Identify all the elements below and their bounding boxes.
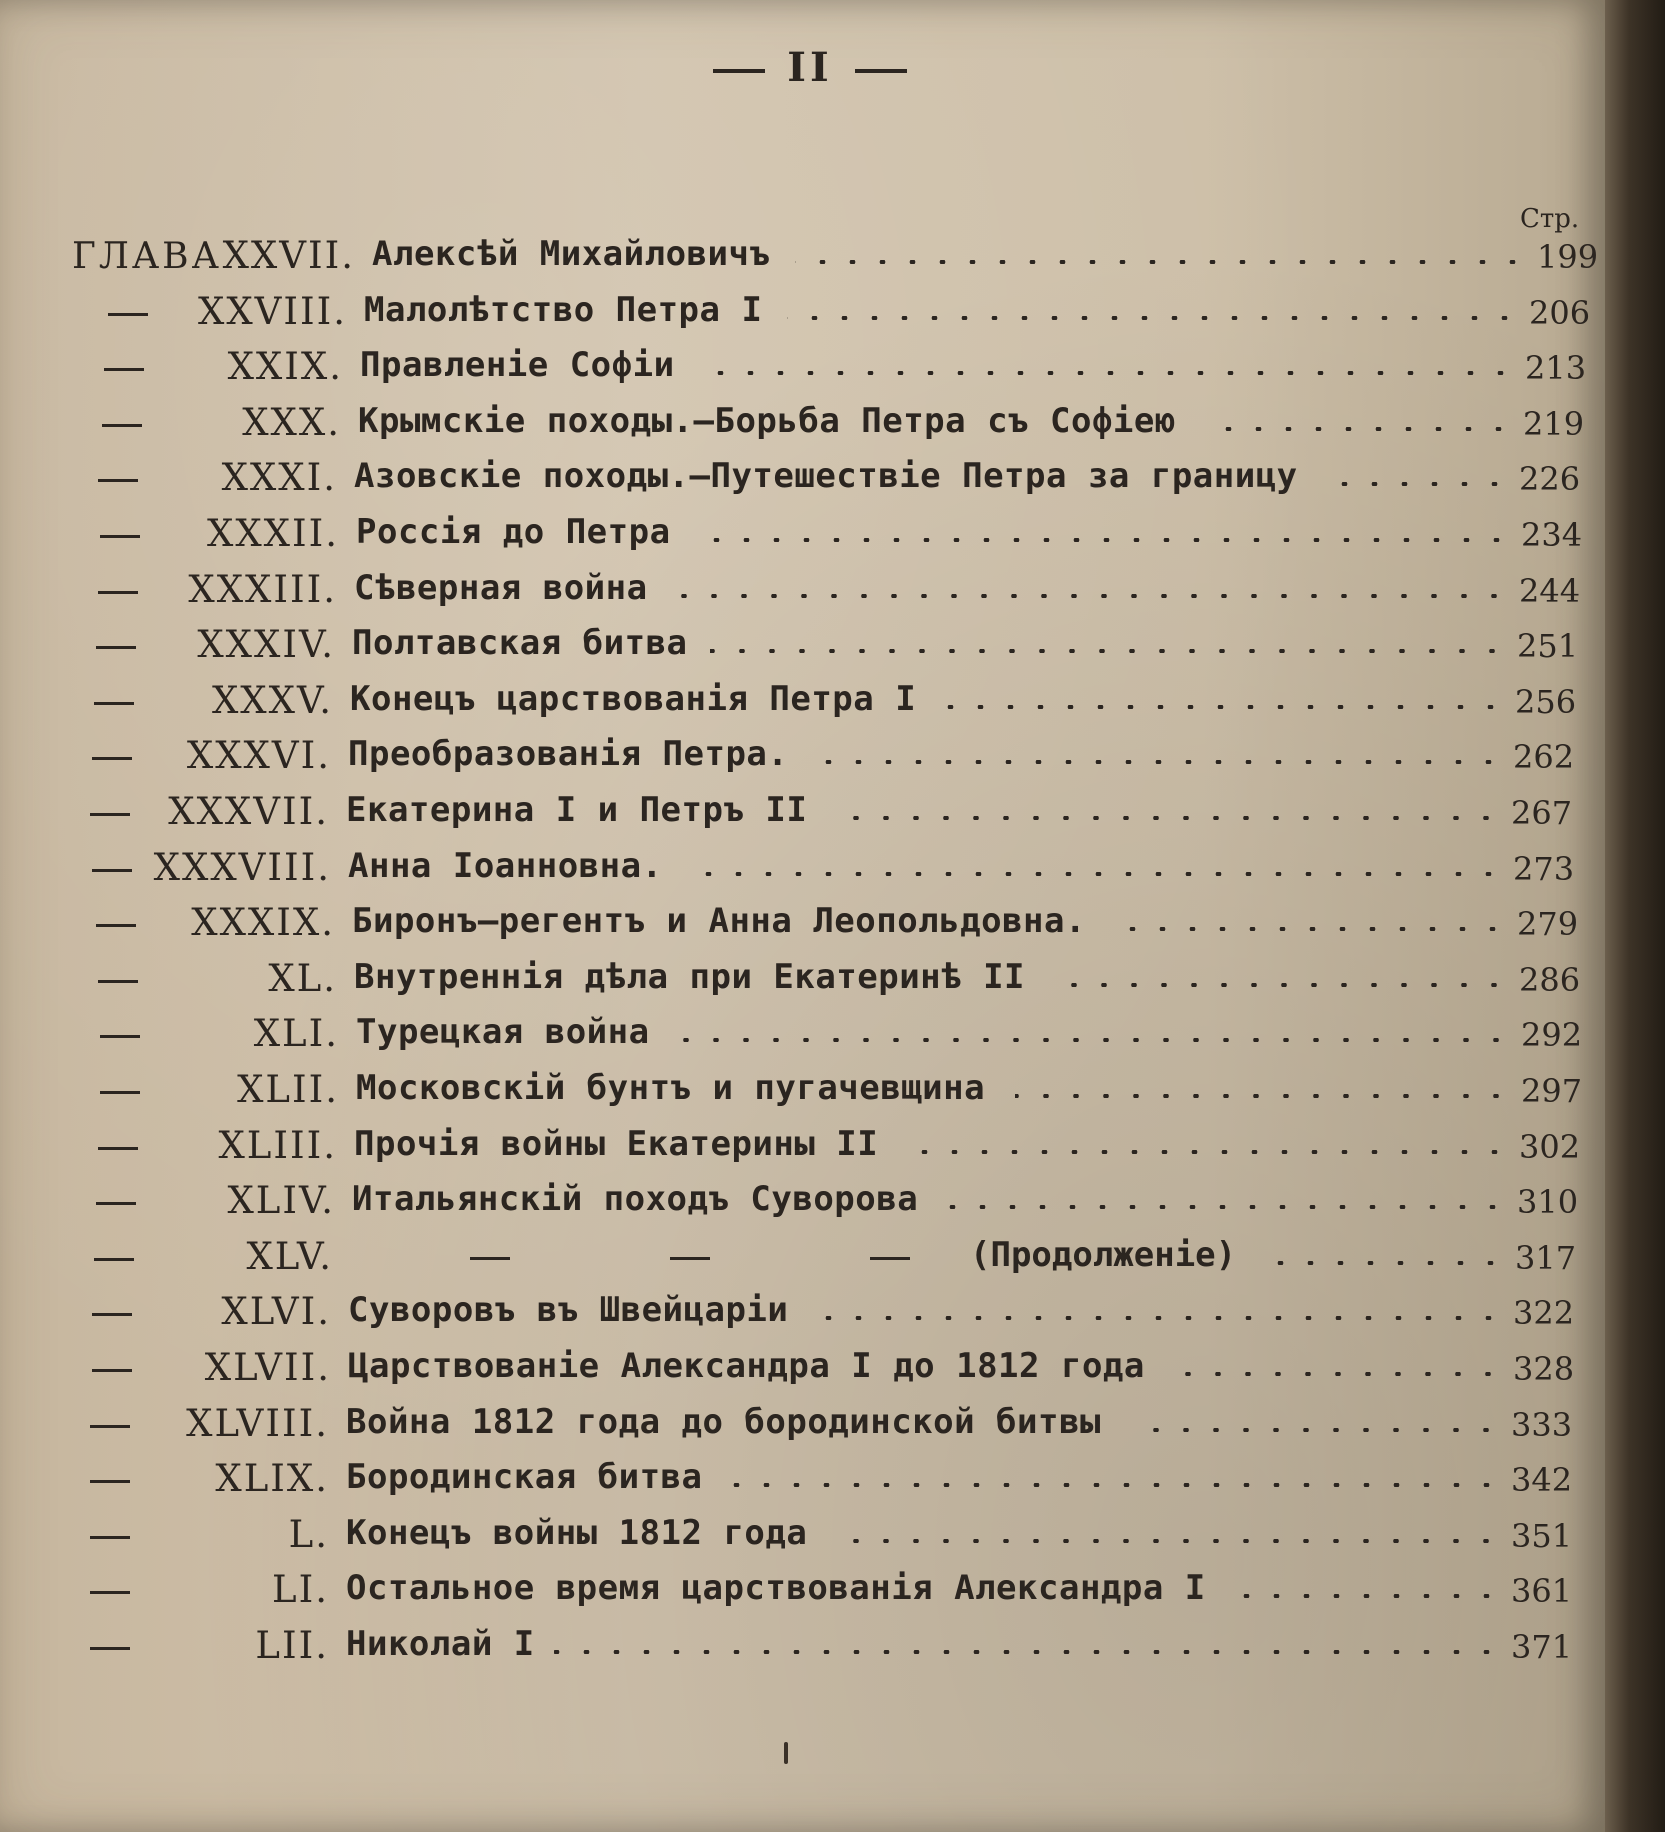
page-number-ref: 244 [1519,571,1581,610]
chapter-title: Царствованіе Александра I до 1812 года [348,1346,1145,1386]
toc-entry [0,341,1605,395]
toc-entry [0,1064,1601,1118]
chapter-numeral: XXXI. [221,456,337,500]
chapter-title: Прочія войны Екатерины II [354,1123,879,1164]
ditto-dash [98,479,138,482]
chapter-numeral: XXXIV. [197,623,335,667]
toc-entry [0,564,1599,618]
chapter-title: Сѣверная война [354,567,648,608]
chapter-title: Конецъ войны 1812 года [346,1512,808,1553]
ditto-dash [98,1147,138,1150]
page-number-ref: 292 [1521,1016,1583,1055]
page-number-ref: 234 [1521,516,1583,554]
ditto-dash [90,1536,130,1539]
ditto-dash [98,591,138,594]
dot-leader [787,316,1520,320]
ditto-dash [670,1257,710,1260]
ditto-dash [870,1257,910,1260]
page-number-dash-left [713,69,765,73]
chapter-title: Биронъ—регентъ и Анна Леопольдовна. [352,901,1086,942]
dot-leader [697,371,1516,375]
page-number-ref: 267 [1511,794,1573,832]
dot-leader [1336,482,1510,486]
chapter-title: Суворовъ въ Швейцаріи [348,1290,789,1331]
dot-leader [795,260,1528,264]
ditto-dash [96,924,136,927]
page-number-ref: 361 [1511,1572,1573,1611]
ditto-dash [100,1091,140,1094]
page-number-ref: 262 [1513,738,1575,777]
toc-entry [0,1342,1593,1396]
chapter-numeral: XXVII. [222,234,355,277]
ditto-dash [98,980,138,983]
dot-leader [1264,1261,1506,1265]
chapter-numeral: XLVIII. [186,1401,329,1445]
ditto-dash [92,757,132,760]
chapter-title: Бородинская битва [346,1457,703,1498]
ditto-dash [94,702,134,705]
ditto-dash [96,646,136,649]
chapter-title: Преобразованія Петра. [348,734,789,775]
chapter-numeral: XLV. [246,1234,333,1278]
ditto-dash [100,1035,140,1038]
chapter-title: Анна Іоанновна. [348,845,663,886]
chapter-title: Правленіе Софіи [360,345,675,386]
page-column-header: Стр. [1520,204,1580,234]
chapter-numeral: XLI. [253,1012,339,1056]
chapter-title: Екатерина I и Петръ II [346,790,808,830]
toc-entry [0,452,1599,506]
page-number-ref: 226 [1519,460,1581,499]
toc-entry [0,1231,1595,1285]
chapter-numeral: XXX. [242,400,341,444]
ditto-dash [90,1480,130,1483]
page-number-ref: 333 [1511,1405,1573,1444]
dot-leader [1211,427,1514,431]
chapter-numeral: XXXIII. [188,567,337,611]
ditto-dash [92,1313,132,1316]
book-gutter-shadow [1605,0,1665,1832]
chapter-numeral: XXVIII. [197,289,347,333]
dot-leader [833,1539,1501,1543]
dot-leader [671,1038,1511,1042]
page-number-ref: 342 [1511,1461,1573,1500]
page-number-dash-right [855,69,907,73]
ditto-dash [108,313,148,316]
ditto-dash [94,1258,134,1261]
dot-leader [1179,1372,1503,1376]
toc-entry [0,1008,1601,1062]
toc-entry [0,897,1597,951]
dot-leader [1119,927,1508,931]
dot-leader [554,1650,1502,1654]
chapter-numeral: LII. [255,1624,329,1667]
toc-entry [0,1509,1591,1563]
dot-leader [814,1316,1504,1320]
chapter-numeral: LI. [272,1568,329,1612]
dot-leader [945,705,1506,709]
page-number-ref: 199 [1537,238,1599,276]
chapter-numeral: XL. [268,956,337,1000]
ditto-dash [90,1647,130,1650]
chapter-title: Турецкая война [356,1012,650,1053]
print-mark [784,1742,788,1764]
chapter-title: Николай I [346,1624,535,1664]
dot-leader [1056,983,1509,987]
chapter-numeral: XLVI. [221,1290,331,1334]
page-number-ref: 286 [1519,960,1581,999]
chapter-numeral: XXXIX. [191,901,335,945]
ditto-dash [104,368,144,371]
toc-entry [0,619,1597,673]
dot-leader [726,1483,1502,1487]
toc-entry [0,1175,1597,1229]
page-number-ref: 206 [1529,293,1591,332]
dot-leader [814,760,1504,764]
page-number-ref: 273 [1513,849,1575,888]
ditto-dash [100,535,140,538]
ditto-dash [92,869,132,872]
toc-entry [0,1453,1591,1507]
toc-entry [0,508,1601,562]
page-number-ref: 251 [1517,627,1579,666]
dot-leader [710,649,1507,653]
toc-entry [0,1564,1591,1618]
chapter-numeral: XXXVII. [168,790,329,833]
chapter-numeral: XLIX. [215,1457,329,1501]
toc-entry [0,397,1603,451]
chapter-numeral: XXXVI. [186,734,331,778]
chapter-numeral: XLIII. [218,1123,337,1167]
toc-entry [0,786,1591,840]
dot-leader [669,594,1509,598]
page-number-ref: 279 [1517,905,1579,944]
dot-leader [685,872,1504,876]
ditto-dash [470,1257,510,1260]
chapter-numeral: XXIX. [227,345,343,389]
chapter-title: Конецъ царствованія Петра I [350,678,917,719]
dot-leader [1134,1428,1501,1432]
ditto-dash [102,424,142,427]
page-number-ref: 328 [1513,1350,1575,1388]
chapter-title: Азовскіе походы.—Путешествіе Петра за границу [354,456,1298,497]
dot-leader [1015,1094,1511,1098]
dot-leader [947,1205,1508,1209]
toc-entry [12,230,1617,284]
ditto-dash [96,1202,136,1205]
dot-leader [906,1150,1510,1154]
chapter-title: Итальянскій походъ Суворова [352,1179,919,1220]
chapter-title: Алексѣй Михайловичъ [372,234,771,274]
chapter-title: Остальное время царствованія Александра I [346,1568,1206,1609]
page-number-ref: 297 [1521,1072,1583,1110]
toc-entry [0,675,1595,729]
chapter-title: Война 1812 года до бородинской битвы [346,1401,1101,1442]
chapter-numeral: XXXVIII. [153,845,331,889]
page-number-ref: 302 [1519,1127,1581,1166]
chapter-numeral: XXXII. [206,512,339,555]
chapter-numeral: XLIV. [227,1179,335,1223]
chapter-title: Московскій бунтъ и пугачевщина [356,1068,986,1108]
chapter-title: Россія до Петра [356,512,671,552]
chapter-title: Внутреннія дѣла при Екатеринѣ II [354,956,1026,997]
page-number-ref: 213 [1525,349,1587,388]
toc-entry [0,1286,1593,1340]
chapter-title: Крымскіе походы.—Борьба Петра съ Софіею [358,400,1176,441]
page-number-ref: 351 [1511,1516,1573,1555]
toc-entry [0,842,1593,896]
chapter-numeral: XLII. [237,1068,339,1111]
page-number-ref: 322 [1513,1294,1575,1333]
dot-leader [833,816,1501,820]
toc-entry [0,1120,1599,1174]
dot-leader [693,538,1512,542]
toc-entry [4,286,1609,340]
page-number-ref: 371 [1511,1628,1573,1666]
toc-entry [0,1620,1591,1674]
ditto-dash [90,1591,130,1594]
page-number-ref: 317 [1515,1238,1577,1277]
chapter-title: Полтавская битва [352,623,688,664]
chapter-word: ГЛАВА [72,236,222,277]
toc-entry [0,1398,1591,1452]
page-number-ref: 219 [1523,404,1585,443]
ditto-dash [90,813,130,816]
toc-entry [0,953,1599,1007]
page-number-text: II [787,44,833,91]
ditto-dash [90,1425,130,1428]
chapter-numeral: XXXV. [211,678,333,722]
page-number [0,44,1620,91]
chapter-title: Малолѣтство Петра I [364,289,763,330]
toc-entry [0,730,1593,784]
page-number-ref: 256 [1515,682,1577,721]
chapter-numeral: XLVII. [204,1346,331,1389]
dot-leader [1242,1594,1502,1598]
continuation-label: (Продолженіе) [970,1234,1237,1275]
ditto-dash [92,1369,132,1372]
chapter-numeral: L. [288,1512,329,1556]
page-number-ref: 310 [1517,1183,1579,1222]
